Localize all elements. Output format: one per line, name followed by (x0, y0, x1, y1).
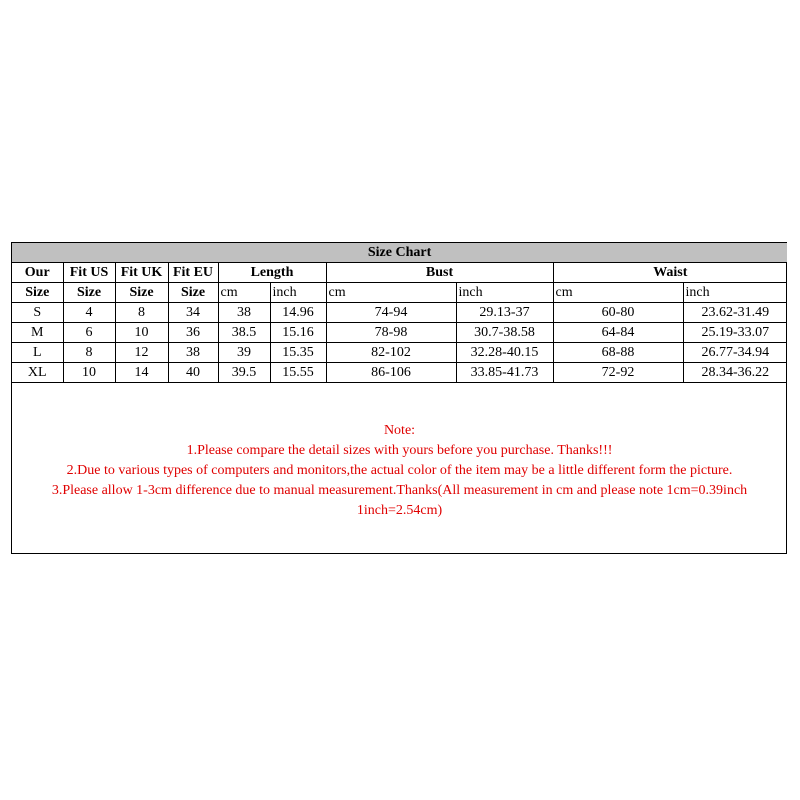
cell-waist-cm: 72-92 (553, 363, 683, 383)
header-our-size: Our (12, 263, 63, 283)
cell-us: 10 (63, 363, 115, 383)
cell-uk: 14 (115, 363, 168, 383)
cell-eu: 36 (168, 323, 218, 343)
cell-bust-cm: 74-94 (326, 303, 456, 323)
cell-bust-inch: 29.13-37 (456, 303, 553, 323)
cell-eu: 38 (168, 343, 218, 363)
table-row (12, 323, 787, 343)
table-row (12, 303, 787, 323)
cell-waist-cm: 64-84 (553, 323, 683, 343)
header-fit-eu: Fit EU (168, 263, 218, 283)
table-row (12, 343, 787, 363)
header-fit-us-2: Size (63, 283, 115, 303)
note-line-2: 2.Due to various types of computers and monitors,the actual color of the item may be a little different form the picture. (66, 463, 733, 478)
cell-bust-inch: 30.7-38.58 (456, 323, 553, 343)
header-fit-uk-2: Size (115, 283, 168, 303)
cell-eu: 40 (168, 363, 218, 383)
cell-waist-inch: 26.77-34.94 (683, 343, 787, 363)
size-chart (11, 242, 787, 554)
unit-waist-inch: inch (683, 283, 787, 303)
cell-bust-inch: 32.28-40.15 (456, 343, 553, 363)
note-line-3: 3.Please allow 1-3cm difference due to manual measurement.Thanks(All measurement in cm and please note 1cm=0.39inch 1inch=2.54cm) (51, 483, 748, 518)
cell-length-cm: 38 (218, 303, 270, 323)
unit-length-inch: inch (270, 283, 326, 303)
header-our-size-2: Size (12, 283, 63, 303)
cell-uk: 10 (115, 323, 168, 343)
cell-length-inch: 15.55 (270, 363, 326, 383)
cell-uk: 8 (115, 303, 168, 323)
table-row (12, 363, 787, 383)
cell-waist-cm: 68-88 (553, 343, 683, 363)
cell-waist-inch: 28.34-36.22 (683, 363, 787, 383)
cell-waist-inch: 23.62-31.49 (683, 303, 787, 323)
cell-length-cm: 39.5 (218, 363, 270, 383)
cell-eu: 34 (168, 303, 218, 323)
header-bust: Bust (326, 263, 553, 283)
cell-length-inch: 15.35 (270, 343, 326, 363)
cell-length-inch: 14.96 (270, 303, 326, 323)
header-length: Length (218, 263, 326, 283)
unit-bust-inch: inch (456, 283, 553, 303)
note-line-1: 1.Please compare the detail sizes with yours before you purchase. Thanks!!! (186, 443, 613, 458)
size-table (12, 243, 787, 383)
cell-bust-cm: 86-106 (326, 363, 456, 383)
cell-bust-cm: 82-102 (326, 343, 456, 363)
cell-length-inch: 15.16 (270, 323, 326, 343)
cell-length-cm: 38.5 (218, 323, 270, 343)
header-fit-eu-2: Size (168, 283, 218, 303)
table-title: Size Chart (12, 243, 787, 263)
cell-bust-inch: 33.85-41.73 (456, 363, 553, 383)
unit-length-cm: cm (218, 283, 270, 303)
unit-waist-cm: cm (553, 283, 683, 303)
header-fit-us: Fit US (63, 263, 115, 283)
cell-size: L (12, 343, 63, 363)
cell-size: XL (12, 363, 63, 383)
cell-waist-cm: 60-80 (553, 303, 683, 323)
cell-uk: 12 (115, 343, 168, 363)
cell-waist-inch: 25.19-33.07 (683, 323, 787, 343)
cell-us: 8 (63, 343, 115, 363)
cell-size: S (12, 303, 63, 323)
header-waist: Waist (553, 263, 787, 283)
cell-us: 6 (63, 323, 115, 343)
header-fit-uk: Fit UK (115, 263, 168, 283)
cell-us: 4 (63, 303, 115, 323)
note-heading: Note: (383, 423, 416, 438)
unit-bust-cm: cm (326, 283, 456, 303)
cell-length-cm: 39 (218, 343, 270, 363)
cell-size: M (12, 323, 63, 343)
note-block (12, 421, 787, 521)
cell-bust-cm: 78-98 (326, 323, 456, 343)
